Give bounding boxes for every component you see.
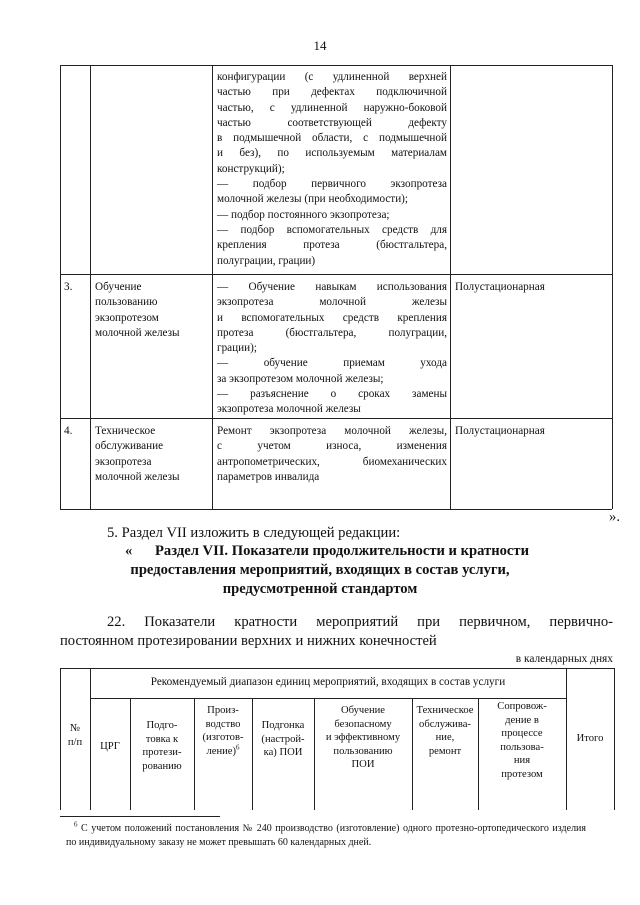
footnote-separator (60, 816, 220, 817)
footnote-ref: 6 (236, 743, 240, 752)
header-line: (изготов- (202, 732, 244, 744)
table-border-bottom (60, 509, 612, 510)
cell-line: — подбор вспомогательных средств для (217, 223, 447, 236)
header-line (194, 745, 252, 759)
opening-quote: « (125, 543, 133, 559)
col-header-training (314, 704, 412, 772)
table-border-top (60, 65, 612, 66)
section-intro: 5. Раздел VII изложить в следующей редакции: (107, 525, 401, 541)
header-line: дение в (505, 714, 539, 726)
row-number: 3. (64, 281, 73, 293)
section-heading-line: предусмотренной стандартом (222, 581, 418, 597)
header-line: процессе (501, 728, 543, 740)
header-line: Подгонка (261, 720, 305, 731)
row-content-cell (217, 424, 447, 485)
cell-line: молочной железы (95, 470, 180, 483)
cell-line: и вспомогательных средств крепления (217, 311, 447, 324)
cell-line: экзопротеза молочной железы (217, 296, 447, 309)
cell-line: крепления протеза (бюстгальтера, (217, 239, 447, 252)
header-line: Произ- (207, 705, 239, 716)
cell-line: молочной железы (при необходимости); (217, 193, 409, 206)
paragraph-22-line: постоянном протезировании верхних и нижних конечностей (60, 633, 437, 649)
row-form-cell: Полустационарная (455, 281, 545, 293)
footnote (66, 822, 586, 850)
closing-quote: ». (609, 509, 620, 525)
unit-note: в календарных днях (515, 653, 613, 665)
cell-line: и без), по используемым материалам (217, 147, 447, 160)
table-divider (450, 65, 451, 509)
cell-line: конфигурации (с удлиненной верхней (217, 71, 447, 83)
table-border-right (612, 65, 613, 509)
table-row-divider (60, 418, 612, 419)
table-border-top (60, 668, 614, 669)
col-header-support (478, 700, 566, 782)
col-header-total: Итого (576, 733, 604, 744)
group-header: Рекомендуемый диапазон единиц мероприятий, входящих в состав услуги (150, 676, 506, 688)
table-divider (212, 65, 213, 509)
header-line: товка к (145, 733, 179, 745)
col-header-prep (130, 719, 194, 773)
cell-line: антропометрических, биомеханических (217, 455, 447, 468)
header-line: Сопровож- (497, 701, 547, 712)
cell-line: грации); (217, 342, 257, 355)
header-line: протези- (142, 747, 182, 759)
col-header-crg: ЦРГ (100, 741, 120, 752)
header-line: водство (205, 718, 241, 730)
cell-line: — разъяснение о сроках замены (217, 388, 447, 401)
cell-line: в подмышечной области, с подмышечной (217, 132, 447, 145)
col-header-production (194, 704, 252, 758)
cell-line: с учетом износа, изменения (217, 440, 447, 453)
cell-line: молочной железы (95, 326, 180, 339)
table-border-left (60, 65, 61, 509)
cell-line: конструкций); (217, 162, 285, 175)
header-line: ния (513, 755, 531, 767)
cell-line: частью, с удлиненной наружно-боковой (217, 101, 447, 114)
header-line: Обучение (340, 705, 385, 716)
footnote-mark: 6 (74, 820, 78, 829)
cell-line: пользованию (95, 296, 158, 309)
cont-content-cell (217, 70, 447, 269)
header-line: ПОИ (351, 759, 375, 771)
paragraph-22-line: 22. Показатели кратности мероприятий при первичном, первично- (107, 614, 613, 630)
cell-line: — Обучение навыкам использования (217, 281, 447, 293)
header-line: безопасному (334, 718, 392, 730)
cell-line: частью при дефектах подключичной (217, 86, 447, 99)
cell-line: частью соответствующей дефекту (217, 116, 447, 129)
cell-line: Обучение (95, 281, 142, 293)
cell-line: за экзопротезом молочной железы; (217, 372, 384, 385)
table-row-divider (60, 274, 612, 275)
cell-line: экзопротеза (95, 455, 152, 468)
section-heading-line: Раздел VII. Показатели продолжительности и кратности (155, 543, 529, 559)
table-border-right (614, 668, 615, 810)
header-line: ремонт (428, 745, 462, 757)
header-line: протезом (501, 768, 543, 780)
cell-line: — подбор первичного экзопротеза (217, 178, 447, 191)
cell-line: параметров инвалида (217, 470, 320, 483)
header-line: № (69, 723, 81, 734)
header-line: ка) ПОИ (263, 747, 303, 759)
header-line: пользова- (500, 741, 544, 753)
row-form-cell: Полустационарная (455, 425, 545, 437)
row-name-cell (95, 280, 210, 341)
page-number: 14 (313, 38, 327, 53)
header-line: рованию (142, 760, 182, 772)
header-text: ление) (206, 745, 237, 757)
cell-line: Техническое (95, 425, 156, 437)
table-divider (90, 668, 91, 810)
header-line: обслужива- (419, 718, 471, 730)
cell-line: Ремонт экзопротеза молочной железы, (217, 425, 447, 437)
row-name-cell (95, 424, 210, 485)
table-header-divider (90, 698, 566, 699)
header-line: Подго- (146, 720, 178, 731)
cell-line: обслуживание (95, 440, 164, 453)
table-divider (90, 65, 91, 509)
col-number-header (60, 722, 90, 749)
col-header-fitting (252, 719, 314, 760)
cell-line: — обучение приемам ухода (217, 357, 447, 370)
cell-line: протеза (бюстгальтера, полуграции, (217, 326, 447, 339)
cell-line: — подбор постоянного экзопротеза; (217, 208, 390, 221)
header-line: п/п (67, 736, 83, 748)
col-header-maintenance (412, 704, 478, 758)
header-line: пользованию (333, 745, 393, 757)
cell-line: экзопротезом (95, 311, 159, 324)
cell-line: экзопротеза молочной железы (217, 403, 361, 416)
row-content-cell (217, 280, 447, 418)
header-line: ние, (435, 732, 455, 744)
section-heading-line: предоставления мероприятий, входящих в состав услуги, (130, 562, 510, 578)
header-line: (настрой- (261, 733, 305, 745)
row-number: 4. (64, 425, 73, 437)
cell-line: полуграции, грации) (217, 254, 316, 267)
header-line: и эффективному (325, 732, 401, 744)
header-line: Техническое (416, 705, 474, 716)
footnote-text: С учетом положений постановления № 240 производство (изготовление) одного протезно-ортопедического изделия по индивидуальному заказу не может превышать 60 календарных дней. (66, 823, 587, 848)
